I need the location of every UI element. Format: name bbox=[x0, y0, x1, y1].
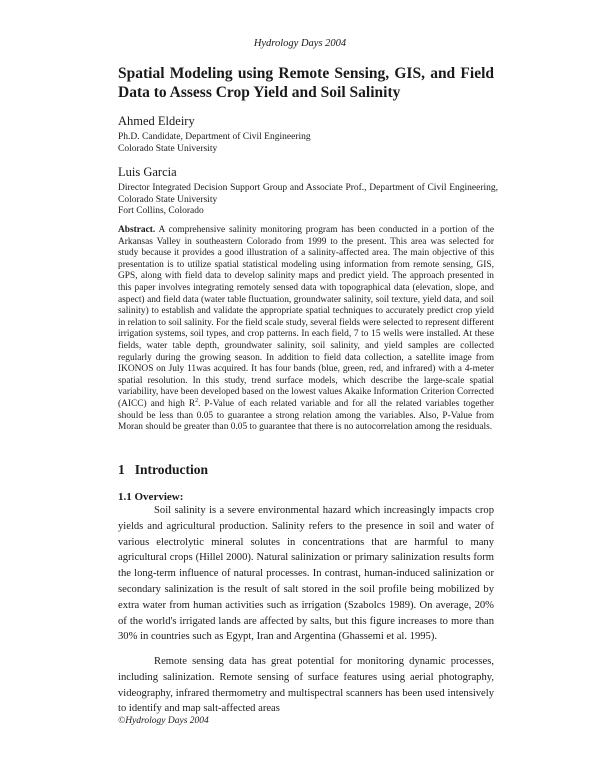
body-paragraph: Remote sensing data has great potential for monitoring dynamic processes, including salinization. Remote sensing of surface features using aerial photography, videography, infrared thermometry and multispectral scanners has been used intensively to identify and map salt-affected areas bbox=[118, 656, 494, 715]
author-block bbox=[118, 165, 498, 218]
author-affiliation: Ph.D. Candidate, Department of Civil Engineering bbox=[118, 132, 311, 142]
author-name: Ahmed Eldeiry bbox=[118, 114, 195, 128]
abstract bbox=[118, 225, 494, 434]
section-heading bbox=[118, 462, 208, 478]
abstract-text-cont: . P-Value of each related variable and for all the related variables together should be less than 0.05 to guarantee a strong relation among the variables. Also, P-Value from Moran should be greater than 0.05 to guarantee that there is no autocorrelation among the residuals. bbox=[118, 398, 494, 433]
subsection-heading: 1.1 Overview: bbox=[118, 491, 184, 503]
section-number: 1 bbox=[118, 462, 125, 477]
author-block bbox=[118, 114, 498, 155]
author-affiliation: Director Integrated Decision Support Group and Associate Prof., Department of Civil Engineering, Colorado State University bbox=[118, 183, 498, 205]
page-footer: ©Hydrology Days 2004 bbox=[118, 716, 209, 726]
body-paragraph: Soil salinity is a severe environmental hazard which increasingly impacts crop yields and agricultural production. Salinity refers to the presence in soil and water of various electrolytic mineral solutes in concentrations that are harmful to many agricultural crops (Hillel 2000). Natural salinization or primary salinization results form the long-term influence of natural processes. In contrast, human-induced salinization or secondary salinization is the result of salt stored in the soil profile being mobilized by extra water from human activities such as irrigation (Szabolcs 1989). On average, 20% of the world's irrigated lands are affected by salts, but this figure increases to more than 30% in countries such as Egypt, Iran and Argentina (Ghassemi et al. 1995). bbox=[118, 505, 494, 643]
author-affiliation: Colorado State University bbox=[118, 143, 218, 154]
author-name: Luis Garcia bbox=[118, 165, 177, 179]
abstract-text: A comprehensive salinity monitoring program has been conducted in a portion of the Arkansas Valley in southeastern Colorado from 1999 to the present. This area was selected for study because it provides a good illustration of a salinity-affected area. The main objective of this presentation is to utilize spatial statistical modeling using information from remote sensing, GIS, GPS, along with field data to develop salinity maps and predict yield. The approach presented in this paper involves integrating remotely sensed data with topographical data (elevation, slope, and aspect) and field data (water table fluctuation, groundwater salinity, soil texture, yield data, and soil salinity) to establish and validate the appropriate spatial techniques to accurately predict crop yield in relation to soil salinity. For the field scale study, several fields were selected to represent different irrigation systems, soil types, and crop patterns. In each field, 7 to 15 wells were installed. At these fields, water table depth, groundwater salinity, soil salinity, and yield samples are collected regularly during the growing season. In addition to field data collection, a satellite image from IKONOS on July 11was acquired. It has four bands (blue, green, red, and infrared) with a 4-meter spatial resolution. In this study, trend surface models, which describe the large-scale spatial variability, have been developed based on the lowest values Akaike Information Criterion Corrected (AICC) and high R bbox=[118, 225, 494, 409]
paper-title: Spatial Modeling using Remote Sensing, GIS, and Field Data to Assess Crop Yield and Soil Salinity bbox=[118, 65, 494, 101]
section-title: Introduction bbox=[134, 462, 209, 477]
abstract-superscript: 2 bbox=[195, 397, 199, 404]
author-affiliation: Fort Collins, Colorado bbox=[118, 206, 204, 216]
abstract-label: Abstract. bbox=[118, 225, 156, 235]
running-head: Hydrology Days 2004 bbox=[253, 38, 347, 49]
